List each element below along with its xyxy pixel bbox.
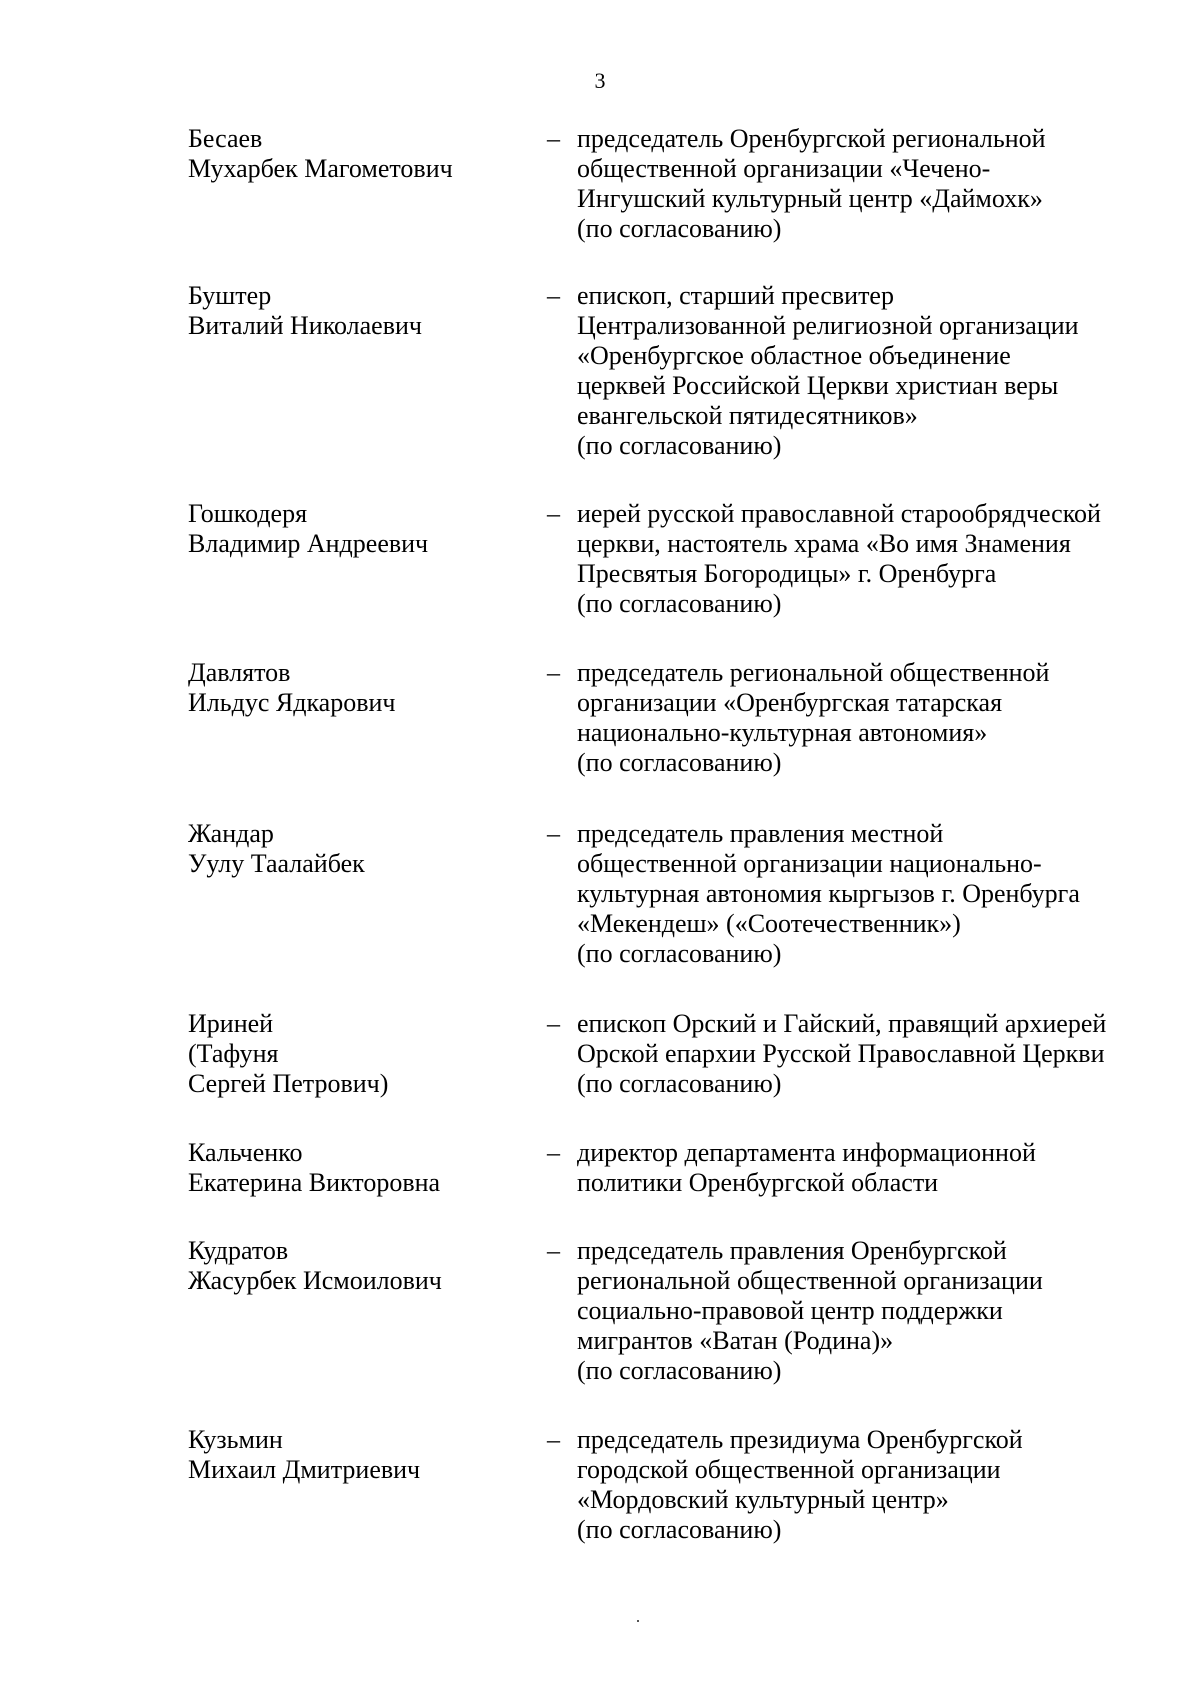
- entry-dash: –: [547, 1009, 560, 1038]
- member-given-names: Мухарбек Магометович: [188, 154, 453, 183]
- entry-dash: –: [547, 124, 560, 153]
- position-line: епископ, старший пресвитер: [577, 281, 894, 310]
- member-surname: Кальченко: [188, 1138, 303, 1167]
- entry-dash: –: [547, 499, 560, 528]
- position-line: организации «Оренбургская татарская: [577, 688, 1003, 717]
- position-line: Ингушский культурный центр «Даймохк»: [577, 184, 1043, 213]
- position-line: «Мекендеш» («Соотечественник»): [577, 909, 961, 938]
- entry-dash: –: [547, 281, 560, 310]
- member-name: [188, 499, 518, 559]
- position-line: председатель Оренбургской региональной: [577, 124, 1046, 153]
- member-name: [188, 281, 518, 341]
- position-line: (по согласованию): [577, 589, 782, 618]
- position-line: (по согласованию): [577, 431, 782, 460]
- member-position: [577, 658, 1177, 778]
- position-line: национально-культурная автономия»: [577, 718, 988, 747]
- position-line: председатель правления местной: [577, 819, 944, 848]
- member-position: [577, 1138, 1177, 1198]
- member-name: [188, 1009, 518, 1099]
- entry-dash: –: [547, 819, 560, 848]
- position-line: социально-правовой центр поддержки: [577, 1296, 1003, 1325]
- entry-dash: –: [547, 1236, 560, 1265]
- member-name: [188, 124, 518, 184]
- member-given-names: Екатерина Викторовна: [188, 1168, 441, 1197]
- position-line: «Мордовский культурный центр»: [577, 1485, 949, 1514]
- scan-speck: [637, 1620, 639, 1622]
- entry-dash: –: [547, 1138, 560, 1167]
- position-line: иерей русской православной старообрядческой: [577, 499, 1101, 528]
- member-given-names: Уулу Таалайбек: [188, 849, 365, 878]
- member-surname: Ириней: [188, 1009, 274, 1038]
- position-line: (по согласованию): [577, 939, 782, 968]
- position-line: мигрантов «Ватан (Родина)»: [577, 1326, 894, 1355]
- member-name: [188, 1425, 518, 1485]
- position-line: Орской епархии Русской Православной Церкви: [577, 1039, 1105, 1068]
- position-line: директор департамента информационной: [577, 1138, 1036, 1167]
- member-surname: Буштер: [188, 281, 272, 310]
- position-line: председатель региональной общественной: [577, 658, 1050, 687]
- position-line: культурная автономия кыргызов г. Оренбурга: [577, 879, 1080, 908]
- member-position: [577, 124, 1177, 244]
- position-line: Пресвятыя Богородицы» г. Оренбурга: [577, 559, 997, 588]
- position-line: председатель правления Оренбургской: [577, 1236, 1007, 1265]
- member-position: [577, 1236, 1177, 1386]
- member-name: [188, 819, 518, 879]
- member-name: [188, 1236, 518, 1296]
- position-line: (по согласованию): [577, 1515, 782, 1544]
- member-given-names: Виталий Николаевич: [188, 311, 422, 340]
- member-given-names: Михаил Дмитриевич: [188, 1455, 421, 1484]
- position-line: (по согласованию): [577, 214, 782, 243]
- member-given-names: Сергей Петрович): [188, 1069, 389, 1098]
- member-surname: Кудратов: [188, 1236, 289, 1265]
- member-surname: Кузьмин: [188, 1425, 283, 1454]
- member-name: [188, 1138, 518, 1198]
- position-line: региональной общественной организации: [577, 1266, 1043, 1295]
- position-line: общественной организации «Чечено-: [577, 154, 991, 183]
- member-position: [577, 281, 1177, 461]
- position-line: евангельской пятидесятников»: [577, 401, 918, 430]
- member-name: [188, 658, 518, 718]
- position-line: общественной организации национально-: [577, 849, 1042, 878]
- member-position: [577, 499, 1177, 619]
- member-surname: Жандар: [188, 819, 274, 848]
- entry-dash: –: [547, 1425, 560, 1454]
- position-line: церквей Российской Церкви христиан веры: [577, 371, 1059, 400]
- position-line: политики Оренбургской области: [577, 1168, 939, 1197]
- position-line: церкви, настоятель храма «Во имя Знамения: [577, 529, 1071, 558]
- member-given-names: Владимир Андреевич: [188, 529, 429, 558]
- position-line: городской общественной организации: [577, 1455, 1001, 1484]
- page-number: 3: [594, 68, 606, 93]
- position-line: Централизованной религиозной организации: [577, 311, 1079, 340]
- member-position: [577, 1009, 1177, 1099]
- member-surname: Бесаев: [188, 124, 263, 153]
- position-line: (по согласованию): [577, 1069, 782, 1098]
- member-surname: Давлятов: [188, 658, 291, 687]
- member-surname: Гошкодеря: [188, 499, 308, 528]
- position-line: председатель президиума Оренбургской: [577, 1425, 1023, 1454]
- member-given-names: Ильдус Ядкарович: [188, 688, 396, 717]
- member-position: [577, 819, 1177, 969]
- position-line: (по согласованию): [577, 1356, 782, 1385]
- position-line: епископ Орский и Гайский, правящий архиерей: [577, 1009, 1107, 1038]
- member-position: [577, 1425, 1177, 1545]
- member-given-names: Жасурбек Исмоилович: [188, 1266, 442, 1295]
- position-line: «Оренбургское областное объединение: [577, 341, 1011, 370]
- member-given-names: (Тафуня: [188, 1039, 279, 1068]
- position-line: (по согласованию): [577, 748, 782, 777]
- entry-dash: –: [547, 658, 560, 687]
